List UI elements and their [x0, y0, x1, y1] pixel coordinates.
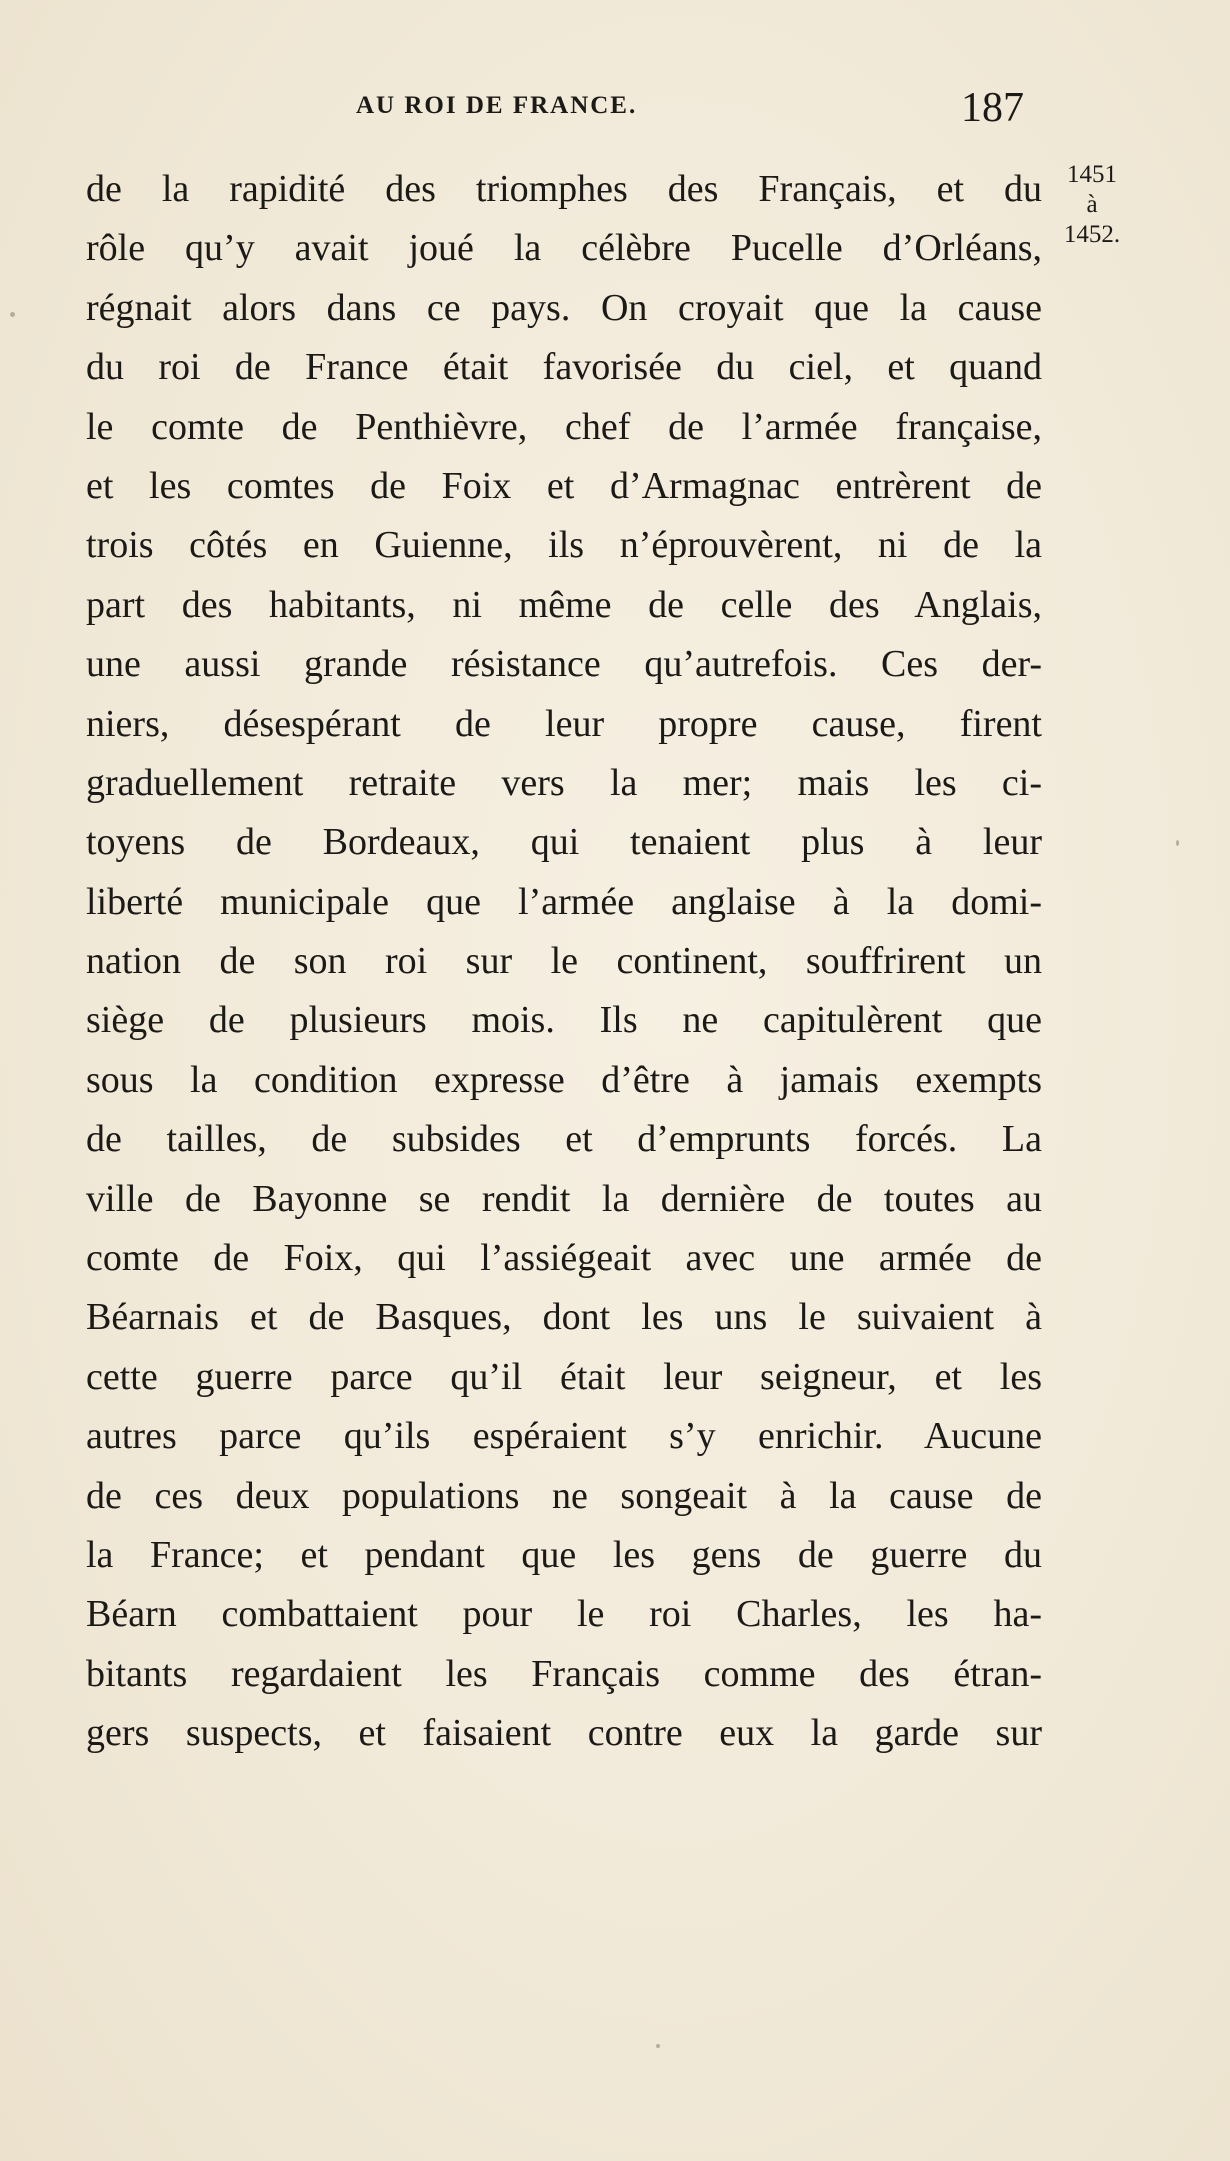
paper-speck: [1176, 840, 1179, 846]
text-line: Béarnais et de Basques, dont les uns le suivaient à: [86, 1296, 1042, 1339]
margin-connector: à: [1086, 191, 1098, 218]
text-line: niers, désespérant de leur propre cause, firent: [86, 702, 1042, 745]
text-line: comte de Foix, qui l’assiégeait avec une armée de: [86, 1237, 1042, 1280]
text-line: autres parce qu’ils espéraient s’y enrichir. Aucune: [86, 1415, 1042, 1458]
text-line: le comte de Penthièvre, chef de l’armée française,: [86, 405, 1042, 448]
text-line: la France; et pendant que les gens de guerre du: [86, 1533, 1042, 1576]
text-line: ville de Bayonne se rendit la dernière de toutes au: [86, 1177, 1042, 1220]
margin-date-note: [1052, 160, 1222, 250]
text-line: une aussi grande résistance qu’autrefois. Ces der-: [86, 643, 1042, 686]
text-line: part des habitants, ni même de celle des Anglais,: [86, 583, 1042, 626]
body-text: [86, 160, 1042, 1764]
text-line: cette guerre parce qu’il était leur seigneur, et les: [86, 1355, 1042, 1398]
text-line: graduellement retraite vers la mer; mais les ci-: [86, 761, 1042, 804]
margin-year-end: 1452.: [1063, 221, 1121, 248]
text-line: de tailles, de subsides et d’emprunts forcés. La: [86, 1118, 1042, 1161]
text-line: trois côtés en Guienne, ils n’éprouvèrent, ni de la: [86, 524, 1042, 567]
paper-speck: [656, 2044, 660, 2048]
text-line: du roi de France était favorisée du ciel, et quand: [86, 346, 1042, 389]
running-title: AU ROI DE FRANCE.: [356, 92, 638, 119]
text-line: rôle qu’y avait joué la célèbre Pucelle d’Orléans,: [86, 227, 1042, 270]
text-line: siège de plusieurs mois. Ils ne capitulèrent que: [86, 999, 1042, 1042]
margin-year-start: 1451: [1067, 161, 1117, 188]
text-line: de la rapidité des triomphes des Français, et du: [86, 168, 1042, 210]
text-line: liberté municipale que l’armée anglaise à la domi-: [86, 880, 1042, 923]
page-number: 187: [961, 85, 1024, 131]
text-line: et les comtes de Foix et d’Armagnac entrèrent de: [86, 464, 1042, 507]
text-line: de ces deux populations ne songeait à la cause de: [86, 1474, 1042, 1517]
text-line: bitants regardaient les Français comme des étran-: [86, 1652, 1042, 1695]
text-line: sous la condition expresse d’être à jamais exempts: [86, 1058, 1042, 1101]
text-line: régnait alors dans ce pays. On croyait que la cause: [86, 286, 1042, 329]
text-line: gers suspects, et faisaient contre eux la garde sur: [86, 1712, 1042, 1755]
text-line: Béarn combattaient pour le roi Charles, les ha-: [86, 1593, 1042, 1636]
text-line: nation de son roi sur le continent, souffrirent un: [86, 940, 1042, 983]
paper-speck: [10, 312, 15, 317]
text-line: toyens de Bordeaux, qui tenaient plus à leur: [86, 821, 1042, 864]
